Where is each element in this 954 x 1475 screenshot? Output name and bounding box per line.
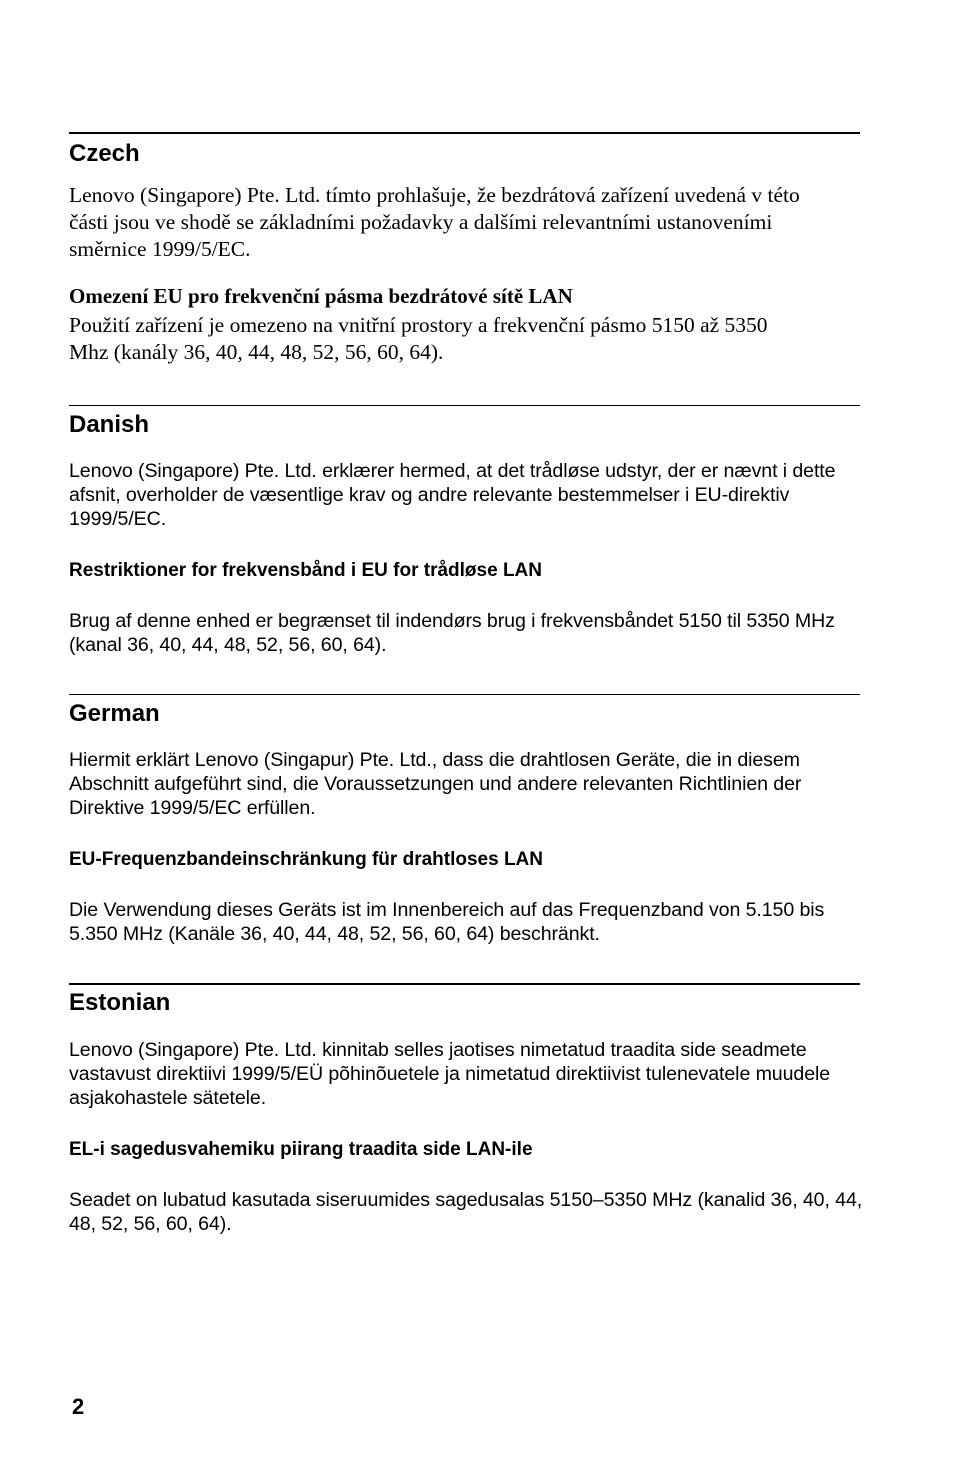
section-heading: German xyxy=(69,700,160,727)
section-body: Lenovo (Singapore) Pte. Ltd. tímto prohlašuje, že bezdrátová zařízení uvedená v této části jsou ve shodě se základními požadavky a dalšími relevantními ustanoveními směrnice 1999/5/EC. xyxy=(69,183,800,261)
section-heading: Danish xyxy=(69,411,150,438)
section-subheading: Restriktioner for frekvensbånd i EU for trådløse LAN xyxy=(69,560,542,581)
section-body: Lenovo (Singapore) Pte. Ltd. kinnitab selles jaotises nimetatud traadita side seadmete vastavust direktiivi 1999/5/EÜ põhinõuetele ja nimetatud direktiivist tulenevatele muudele asjakohastele sätetele. xyxy=(69,1039,831,1109)
section-czech xyxy=(69,132,860,374)
section-german xyxy=(69,694,860,955)
section-subheading: Omezení EU pro frekvenční pásma bezdrátové sítě LAN xyxy=(69,284,573,308)
section-sub-body: Použití zařízení je omezeno na vnitřní prostory a frekvenční pásmo 5150 až 5350 Mhz (kanály 36, 40, 44, 48, 52, 56, 60, 64). xyxy=(69,313,768,364)
section-danish xyxy=(69,405,860,666)
section-sub-body: Seadet on lubatud kasutada siseruumides sagedusalas 5150–5350 MHz (kanalid 36, 40, 44, 48, 52, 56, 60, 64). xyxy=(69,1189,863,1235)
section-heading: Czech xyxy=(69,140,140,167)
page-number: 2 xyxy=(72,1394,85,1419)
section-subheading: EL-i sagedusvahemiku piirang traadita side LAN-ile xyxy=(69,1139,533,1160)
section-body: Hiermit erklärt Lenovo (Singapur) Pte. Ltd., dass die drahtlosen Geräte, die in diesem Abschnitt aufgeführt sind, die Voraussetzungen und andere relevanten Richtlinien der Direktive 1999/5/EC erfüllen. xyxy=(69,749,802,819)
section-body: Lenovo (Singapore) Pte. Ltd. erklærer hermed, at det trådløse udstyr, der er nævnt i dette afsnit, overholder de væsentlige krav og andre relevante bestemmelser i EU-direktiv 1999/5/EC. xyxy=(69,460,836,530)
section-estonian xyxy=(69,983,863,1245)
section-heading: Estonian xyxy=(69,989,171,1016)
section-sub-body: Die Verwendung dieses Geräts ist im Innenbereich auf das Frequenzband von 5.150 bis 5.350 MHz (Kanäle 36, 40, 44, 48, 52, 56, 60, 64) beschränkt. xyxy=(69,899,825,945)
section-subheading: EU-Frequenzbandeinschränkung für drahtloses LAN xyxy=(69,849,543,870)
section-sub-body: Brug af denne enhed er begrænset til indendørs brug i frekvensbåndet 5150 til 5350 MHz (kanal 36, 40, 44, 48, 52, 56, 60, 64). xyxy=(69,610,835,656)
